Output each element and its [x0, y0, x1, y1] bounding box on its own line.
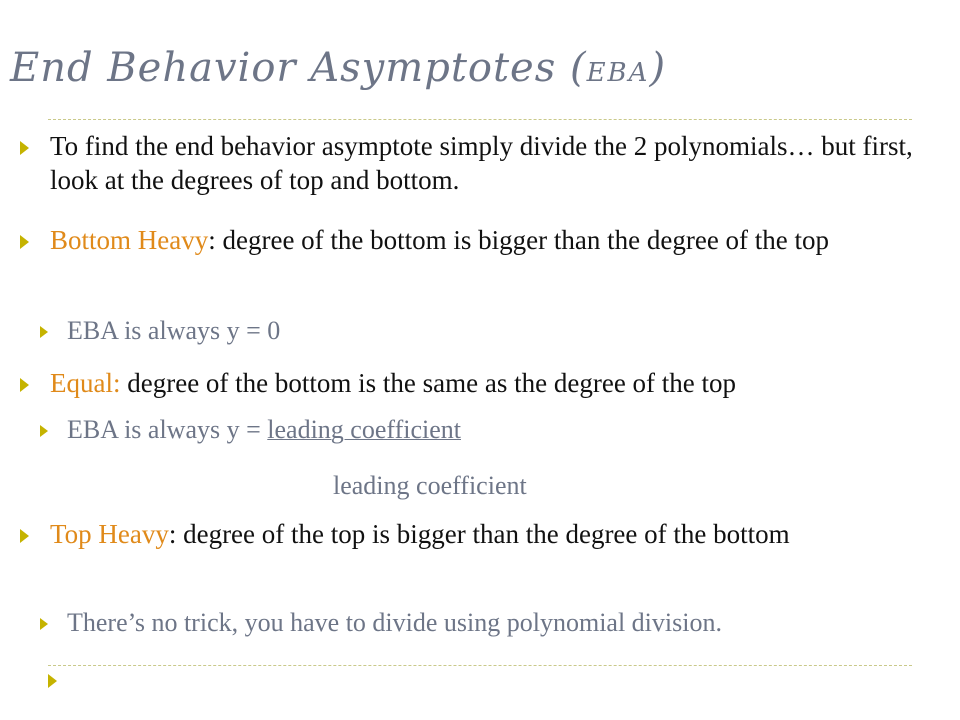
equal-eba-numerator: leading coefficient	[267, 415, 461, 444]
empty-bullet	[48, 674, 78, 688]
top-heavy-description: : degree of the top is bigger than the degree of the bottom	[168, 519, 790, 549]
bullet-equal-sub	[40, 414, 920, 446]
bullet-find-text: To find the end behavior asymptote simply divide the 2 polynomials… but first, look at the degrees of top and bottom.	[50, 131, 913, 195]
bullet-arrow-icon	[20, 141, 29, 155]
equal-eba-denominator: leading coefficient	[333, 471, 527, 500]
bullet-equal	[20, 366, 950, 400]
bullet-top-heavy-text	[50, 517, 790, 551]
equal-label: Equal:	[50, 368, 121, 398]
bullet-arrow-icon	[48, 674, 57, 688]
bullet-arrow-icon	[20, 529, 29, 543]
title-divider	[48, 119, 912, 120]
title-close: )	[649, 45, 667, 91]
equal-eba	[67, 414, 461, 446]
slide-title	[10, 38, 666, 103]
top-heavy-eba: There’s no trick, you have to divide using polynomial division.	[67, 608, 722, 637]
title-abbreviation: EBA	[586, 58, 650, 88]
bullet-top-heavy-sub	[40, 607, 955, 639]
bullet-arrow-icon	[20, 235, 29, 249]
sub-bullet-arrow-icon	[40, 326, 48, 338]
bullet-bottom-heavy-sub	[40, 315, 920, 347]
sub-bullet-arrow-icon	[40, 425, 48, 437]
bullet-arrow-icon	[20, 378, 29, 392]
equal-eba-prefix: EBA is always y =	[67, 415, 268, 444]
bullet-bottom-heavy	[20, 223, 945, 257]
equal-description: degree of the bottom is the same as the degree of the top	[120, 368, 737, 398]
top-heavy-label: Top Heavy	[50, 519, 169, 549]
bottom-heavy-label: Bottom Heavy	[50, 225, 209, 255]
bullet-top-heavy	[20, 517, 920, 551]
footer-divider	[48, 665, 912, 666]
sub-bullet-arrow-icon	[40, 618, 48, 630]
bottom-heavy-description: : degree of the bottom is bigger than the degree of the top	[208, 225, 830, 255]
bottom-heavy-eba: EBA is always y = 0	[67, 316, 281, 345]
bullet-bottom-heavy-text	[50, 223, 829, 257]
bullet-equal-text	[50, 366, 736, 400]
bullet-find	[20, 129, 930, 197]
title-main: End Behavior Asymptotes (	[10, 45, 587, 91]
